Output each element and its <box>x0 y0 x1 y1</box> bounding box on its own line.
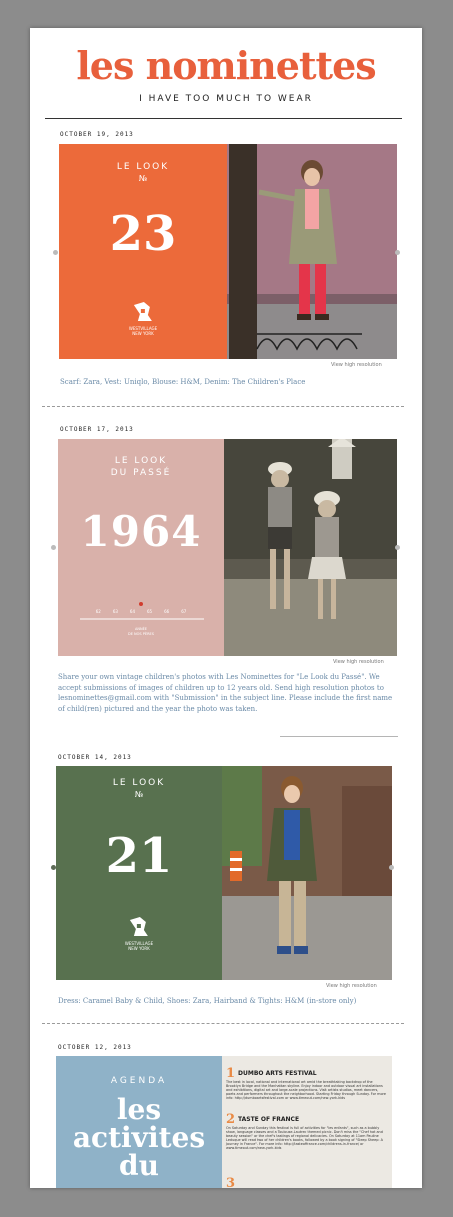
post-divider <box>42 406 404 407</box>
look-number: 23 <box>109 206 177 262</box>
look-photo[interactable] <box>227 144 397 359</box>
look-label: LE LOOK <box>116 162 170 172</box>
view-high-res-link[interactable]: View high resolution <box>331 362 382 368</box>
post-date[interactable]: OCTOBER 14, 2013 <box>58 754 132 761</box>
agenda-item-title: TASTE OF FRANCE <box>238 1116 300 1123</box>
timeline-caption-2: DE NOS PÈRES <box>128 632 154 636</box>
timeline-tick: 64 <box>129 609 135 614</box>
photo-boy-illustration <box>222 766 392 980</box>
carousel-dot-icon[interactable] <box>53 250 58 255</box>
look-du-passe-panel <box>58 439 224 656</box>
agenda-item-number: 2 <box>226 1112 236 1127</box>
agenda-item-number: 1 <box>226 1066 236 1081</box>
blog-page <box>30 28 422 1188</box>
agenda-item-text: The best in local, national and international art amid the breathtaking backdrop of the Brooklyn Bridge and the Manhattan skyline. Enjoy indoor and outdoor visual art installations and exhibitions, digital art and large-scale projections. Visit artists studios, meet dancers, poets and performers throughout the neighborhood. Starting Friday through Sunday. For more info: http://dumboartsfestival.com or www.timeout.com/new-york-kids <box>226 1080 386 1100</box>
post-caption: Share your own vintage children's photos with Les Nominettes for "Le Look du Passé". We accept submissions of images of children up to 12 years old. Send high resolution photos to lesnominettes@gmail.com with "Submission" in the subject line. Please include the first name of child(ren) pictured and the year the photo was taken. <box>58 673 393 713</box>
look-label-2: DU PASSÉ <box>110 468 172 478</box>
photo-vintage-children <box>224 439 397 656</box>
look-number-sign: № <box>138 174 148 183</box>
header-divider <box>45 118 402 119</box>
agenda-title-line-2: activites <box>72 1121 206 1154</box>
look-year: 1964 <box>80 507 202 556</box>
timeline-tick: 66 <box>164 609 170 614</box>
post-date[interactable]: OCTOBER 12, 2013 <box>58 1044 132 1051</box>
post-date[interactable]: OCTOBER 17, 2013 <box>60 426 134 433</box>
timeline-ticks <box>58 609 224 614</box>
timeline-tick: 65 <box>147 609 153 614</box>
agenda-title-line-1: les <box>116 1093 162 1126</box>
vintage-photo[interactable] <box>224 439 397 656</box>
logo-line-1: WESTVILLAGE <box>128 326 158 331</box>
agenda-label: AGENDA <box>110 1076 168 1086</box>
agenda-list <box>222 1056 392 1188</box>
carousel-dot-icon[interactable] <box>395 545 400 550</box>
logo-line-2: NEW YORK <box>132 331 154 336</box>
carousel-dot-icon[interactable] <box>389 865 394 870</box>
post-caption: Dress: Caramel Baby & Child, Shoes: Zara, Hairband & Tights: H&M (in-store only) <box>58 997 357 1005</box>
blog-tagline: I HAVE TOO MUCH TO WEAR <box>139 94 313 104</box>
agenda-item-text: On Saturday and Sunday this festival is full of activities for "les enfants", such as a bubbly show, language classes and a Toulouse-Lautrec themed picnic. Don't miss the "Chef hat and beauty session" or the chef's tastings of regional delicacies. On Saturday at 11am Pauline Leduque will read two of her children's books, followed by a book signing of "Sleep Sheep: A Journey in France". For more info: http://tasteoffrance.com/childrens-in-france/ or www.timeout.com/new-york-kids <box>226 1126 383 1150</box>
look-graphic-panel <box>59 144 227 359</box>
post-divider <box>42 1023 404 1024</box>
agenda-item-title: DUMBO ARTS FESTIVAL <box>238 1070 317 1077</box>
post-caption: Scarf: Zara, Vest: Uniqlo, Blouse: H&M, Denim: The Children's Place <box>60 378 306 386</box>
carousel-dot-icon[interactable] <box>395 250 400 255</box>
agenda-panel <box>56 1056 222 1188</box>
look-graphic-panel <box>56 766 222 980</box>
timeline-tick: 67 <box>181 609 187 614</box>
westvillage-logo-icon <box>126 914 152 940</box>
timeline-tick: 63 <box>112 609 118 614</box>
timeline-graphic <box>58 597 224 637</box>
westvillage-logo <box>125 914 153 951</box>
view-high-res-link[interactable]: View high resolution <box>326 983 377 989</box>
logo-line-2: NEW YORK <box>128 946 150 951</box>
carousel-dot-icon[interactable] <box>51 545 56 550</box>
timeline-tick: 62 <box>95 609 101 614</box>
look-number: 21 <box>105 828 173 884</box>
timeline-caption: ANNÉE <box>134 627 148 631</box>
logo-line-1: WESTVILLAGE <box>124 941 154 946</box>
photo-girl-illustration <box>227 144 397 359</box>
agenda-item-number: 3 <box>226 1176 236 1188</box>
post-date[interactable]: OCTOBER 19, 2013 <box>60 131 134 138</box>
westvillage-logo <box>129 299 157 336</box>
carousel-dot-icon[interactable] <box>51 865 56 870</box>
post-divider-short <box>280 736 398 737</box>
westvillage-logo-icon <box>130 299 156 325</box>
look-photo[interactable] <box>222 766 392 980</box>
agenda-title-line-3: du <box>119 1149 159 1182</box>
blog-title[interactable]: les nominettes <box>76 43 376 88</box>
look-label: LE LOOK <box>112 778 166 788</box>
view-high-res-link[interactable]: View high resolution <box>333 659 384 665</box>
look-label: LE LOOK <box>114 456 168 466</box>
look-number-sign: № <box>134 790 144 799</box>
